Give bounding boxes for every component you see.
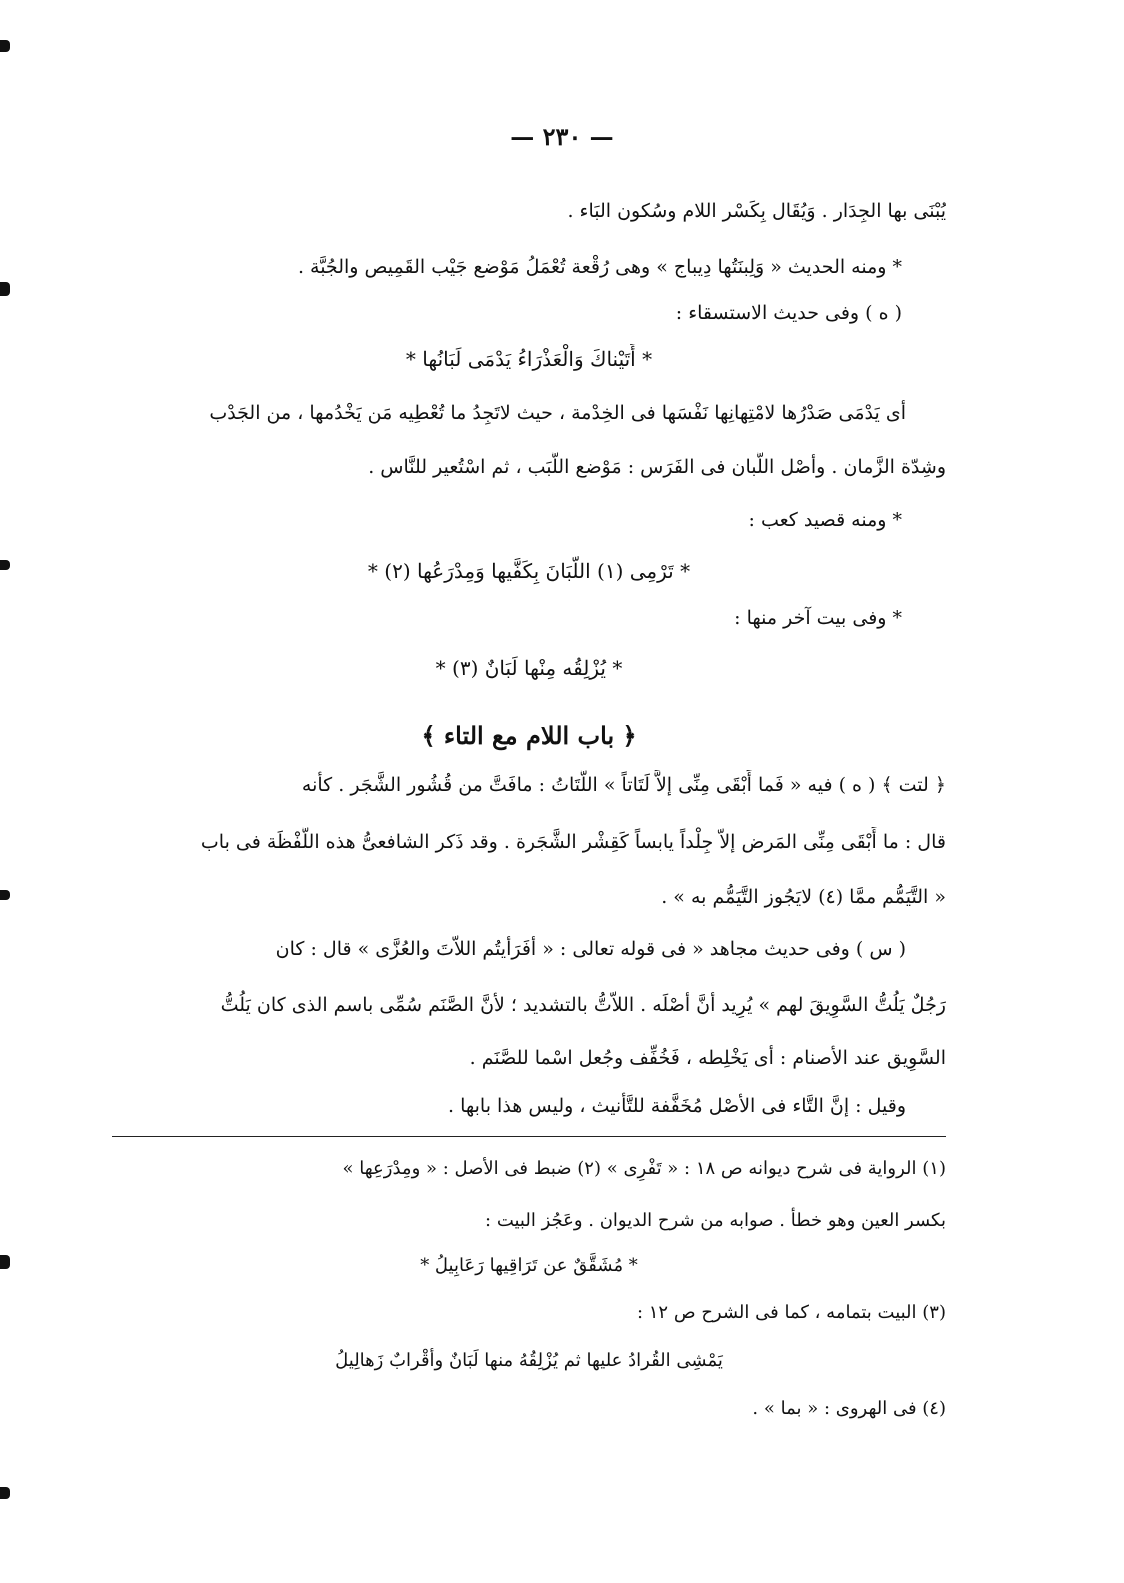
text-line: قال : ما أَبْقَى مِنِّى المَرض إلاّ جِلْداً يابساً كَقِشْر الشَّجَرة . وقد ذَكر الشافعىُّ هذه اللَّفْظَة فى باب — [200, 831, 946, 853]
text-line: السَّوِيق عند الأصنام : أى يَخْلِطه ، فَخُفِّف وجُعل اسْما للصَّنَم . — [469, 1047, 946, 1069]
verse-line: * أَتَيْناكَ وَالْعَذْرَاءُ يَدْمَى لَبَانُها * — [405, 347, 653, 371]
binding-mark — [0, 560, 10, 570]
binding-mark — [0, 40, 10, 52]
verse-line: * تَرْمِى (١) اللَّبَانَ بِكَفَّيها وَمِدْرَعُها (٢) * — [367, 559, 691, 583]
footnote-line: (٤) فى الهروى : « بما » . — [752, 1398, 946, 1419]
text-line: « التَّيَمُّم ممَّا (٤) لايَجُوز التَّيَمُّم به » . — [661, 886, 946, 908]
footnote-line: (٣) البيت بتمامه ، كما فى الشرح ص ١٢ : — [636, 1302, 946, 1323]
verse-line: * يُزْلِقُه مِنْها لَبَانٌ (٣) * — [435, 656, 623, 680]
footnote-verse: * مُشَقَّقٌ عن تَرَاقِيها رَعَابِيلُ * — [420, 1255, 638, 1276]
text-line: وشِدّة الزَّمان . وأصْل اللَّبان فى الفَرَس : مَوْضع اللَّبَب ، ثم اسْتُعير للنَّاس . — [368, 456, 946, 478]
text-line: وقيل : إنَّ التَّاء فى الأصْل مُخَفَّفة للتَّأنيث ، وليس هذا بابها . — [448, 1095, 906, 1117]
text-line: يُبْنَى بها الجِدَار . وَيُقَال بِكَسْر اللام وسُكون البَاء . — [567, 200, 946, 222]
binding-mark — [0, 1255, 10, 1269]
text-line: * ومنه قصيد كعب : — [748, 509, 902, 531]
text-line: * ومنه الحديث « وَلِبنَتُها دِيباج » وهى رُقْعة تُعْمَلُ مَوْضع جَيْب القَمِيص والجُبَّة . — [297, 256, 902, 278]
footnote-line: بكسر العين وهو خطأ . صوابه من شرح الديوان . وعَجُز البيت : — [485, 1210, 946, 1231]
text-line: ﴿ لتت ﴾ ( ه ) فيه « فَما أَبْقَى مِنِّى إلاَّ لَتَاتاً » اللَّتَاتُ : مافَتَّ من قُشُور الشَّجَر . كأنه — [301, 774, 946, 796]
footnote-line: (١) الرواية فى شرح ديوانه ص ١٨ : « تَفْرِى » (٢) ضبط فى الأصل : « ومِدْرَعِها » — [342, 1158, 946, 1179]
section-heading: ﴿ باب اللام مع التاء ﴾ — [421, 721, 637, 750]
binding-mark — [0, 282, 10, 296]
binding-mark — [0, 1487, 10, 1499]
text-line: ( س ) وفى حديث مجاهد « فى قوله تعالى : « أفَرَأيتُم اللاّتَ والعُزَّى » قال : كان — [275, 938, 906, 960]
text-line: * وفى بيت آخر منها : — [734, 607, 902, 629]
binding-mark — [0, 890, 10, 900]
footnote-divider — [112, 1136, 946, 1137]
footnote-verse: يَمْشِى القُرادُ عليها ثم يُزْلِقُهُ منها لَبَانٌ وأقْرابٌ زَهالِيلُ — [335, 1350, 723, 1371]
page-number: — ٢٣٠ — — [510, 122, 614, 151]
text-line: رَجُلٌ يَلُتُّ السَّوِيقَ لهم » يُرِيد أنَّ أصْلَه . اللاّتُّ بالتشديد ؛ لأنَّ الصَّنَم سُمِّى باسم الذى كان يَلُتُّ — [220, 994, 946, 1016]
text-line: ( ه ) وفى حديث الاستسقاء : — [675, 302, 902, 324]
text-line: أى يَدْمَى صَدْرُها لامْتِهانِها نَفْسَها فى الخِدْمة ، حيث لاتَجِدُ ما تُعْطِيه مَن يَخْدُمها ، من الجَدْب — [209, 402, 906, 424]
